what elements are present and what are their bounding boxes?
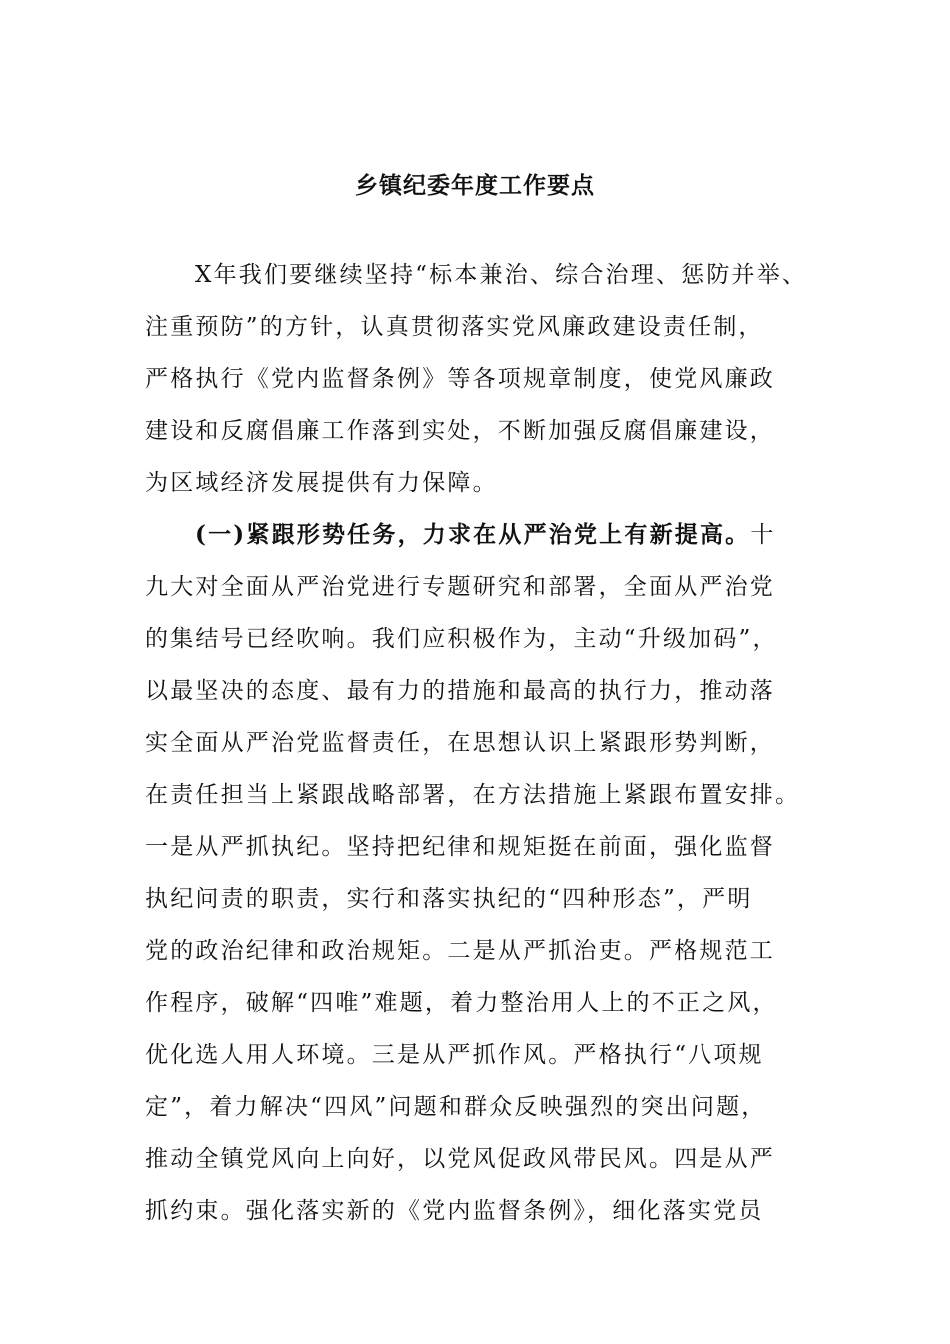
- paragraph-line: 的集结号已经吹响。我们应积极作为，主动“升级加码”，: [145, 626, 778, 652]
- paragraph-line: 注重预防”的方针，认真贯彻落实党风廉政建设责任制，: [145, 314, 764, 340]
- paragraph-line: 优化选人用人环境。三是从严抓作风。严格执行“八项规: [145, 1042, 764, 1068]
- paragraph-line: 实全面从严治党监督责任，在思想认识上紧跟形势判断，: [145, 730, 775, 756]
- paragraph-line: 一是从严抓执纪。坚持把纪律和规矩挺在前面，强化监督: [145, 834, 775, 860]
- paragraph-line: 建设和反腐倡廉工作落到实处，不断加强反腐倡廉建设，: [145, 418, 775, 444]
- paragraph-line: 推动全镇党风向上向好，以党风促政风带民风。四是从严: [145, 1146, 775, 1172]
- paragraph-line: X年我们要继续坚持“标本兼治、综合治理、惩防并举、: [195, 262, 808, 288]
- paragraph-line: 九大对全面从严治党进行专题研究和部署，全面从严治党: [145, 574, 775, 600]
- paragraph-line: 作程序，破解“四唯”难题，着力整治用人上的不正之风，: [145, 990, 778, 1016]
- section-heading-line: [145, 509, 825, 561]
- paragraph-line: 在责任担当上紧跟战略部署，在方法措施上紧跟布置安排。: [145, 782, 801, 808]
- paragraph-line: 定”，着力解决“四风”问题和群众反映强烈的突出问题，: [145, 1094, 767, 1120]
- paragraph-line: 以最坚决的态度、最有力的措施和最高的执行力，推动落: [145, 678, 775, 704]
- paragraph-line: 严格执行《党内监督条例》等各项规章制度，使党风廉政: [145, 366, 775, 392]
- paragraph-line: 为区域经济发展提供有力保障。: [145, 470, 498, 496]
- section-one-paragraph: [145, 509, 825, 1237]
- paragraph-line: 执纪问责的职责，实行和落实执纪的“四种形态”，严明: [145, 886, 753, 912]
- paragraph-line: 党的政治纪律和政治规矩。二是从严抓治吏。严格规范工: [145, 938, 775, 964]
- section-heading: (一)紧跟形势任务，力求在从严治党上有新提高。: [195, 521, 751, 548]
- heading-line-rest: 十: [750, 522, 776, 548]
- intro-paragraph: [145, 249, 825, 509]
- document-title: 乡镇纪委年度工作要点: [355, 172, 595, 199]
- paragraph-line: 抓约束。强化落实新的《党内监督条例》，细化落实党员: [145, 1198, 764, 1224]
